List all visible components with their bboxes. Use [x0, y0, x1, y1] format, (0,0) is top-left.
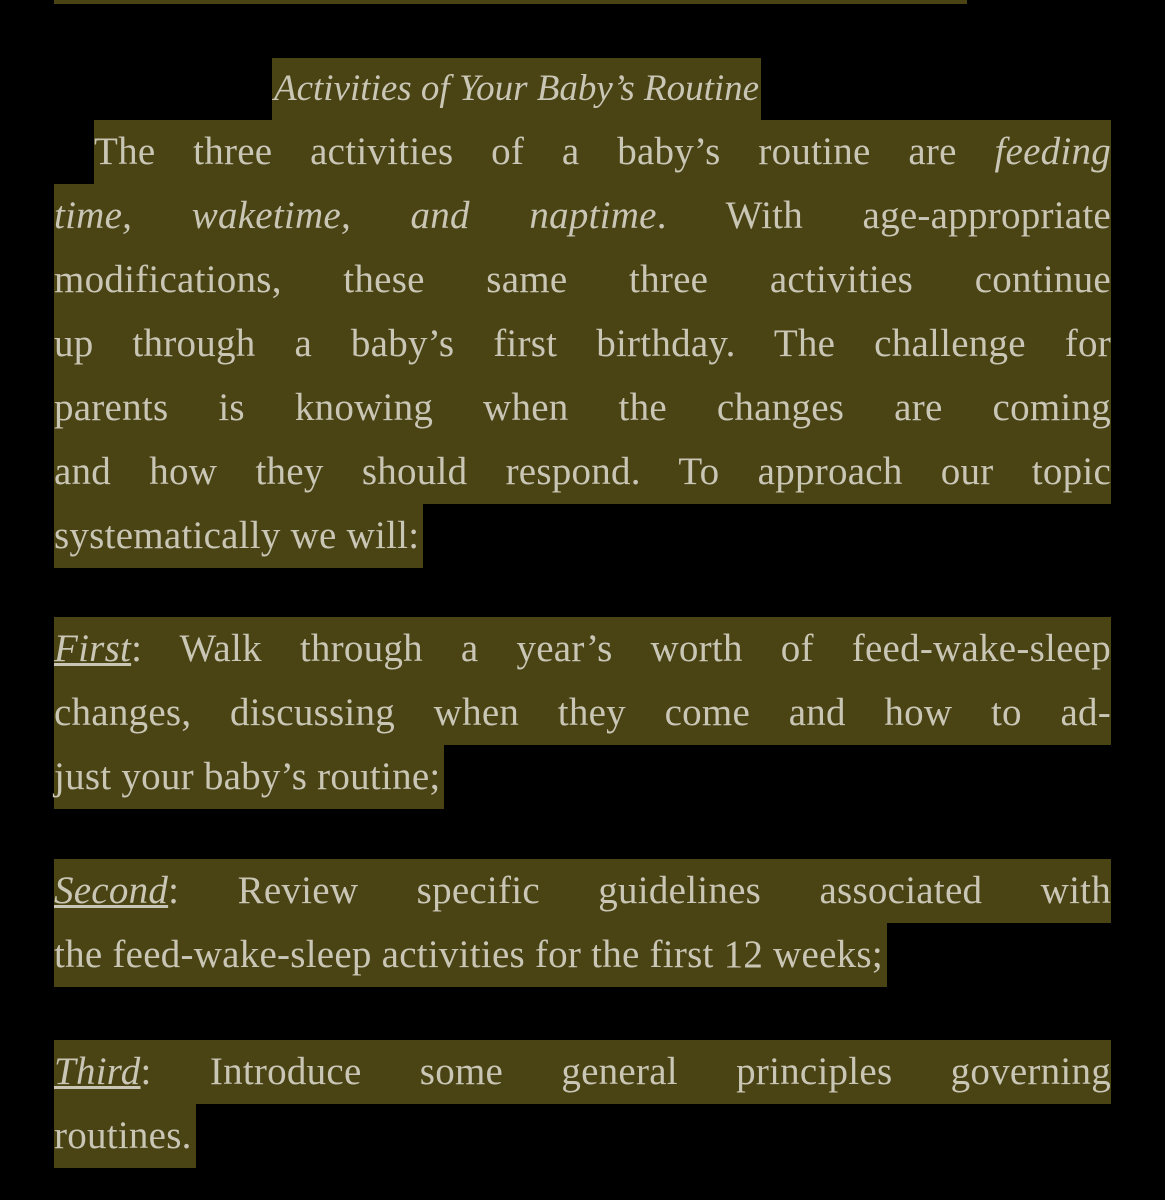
intro-text: The three activities of a baby’s routine are: [94, 130, 995, 173]
highlight-band: [54, 0, 967, 4]
first-line-2: changes, discussing when they come and how to ad-: [54, 681, 1111, 745]
intro-line-5: parents is knowing when the changes are coming: [54, 376, 1111, 440]
second-line-2: the feed-wake-sleep activities for the first 12 weeks;: [54, 923, 887, 987]
third-line-1: [54, 1040, 1111, 1104]
intro-emphasis: feeding: [994, 130, 1111, 173]
third-text: Introduce some general principles governing: [151, 1050, 1111, 1093]
first-label: First: [54, 627, 132, 670]
first-text: Walk through a year’s worth of feed-wake-sleep: [142, 627, 1111, 670]
intro-line-3: modifications, these same three activities continue: [54, 248, 1111, 312]
second-text: Review specific guidelines associated with: [179, 869, 1111, 912]
second-line-1: [54, 859, 1111, 923]
intro-line-2: [54, 184, 1111, 248]
intro-emphasis: time, waketime, and naptime: [54, 194, 657, 237]
intro-line-4: up through a baby’s first birthday. The challenge for: [54, 312, 1111, 376]
intro-line-6: and how they should respond. To approach our topic: [54, 440, 1111, 504]
intro-text: . With age-appropriate: [656, 194, 1111, 237]
third-label: Third: [54, 1050, 141, 1093]
first-line-1: [54, 617, 1111, 681]
second-sep: :: [168, 869, 180, 912]
first-sep: :: [131, 627, 143, 670]
intro-line-7: systematically we will:: [54, 504, 423, 568]
third-line-2: routines.: [54, 1104, 196, 1168]
section-heading: Activities of Your Baby’s Routine: [272, 58, 761, 120]
second-label: Second: [54, 869, 169, 912]
third-sep: :: [140, 1050, 152, 1093]
first-line-3: just your baby’s routine;: [54, 745, 444, 809]
intro-line-1: [94, 120, 1111, 184]
